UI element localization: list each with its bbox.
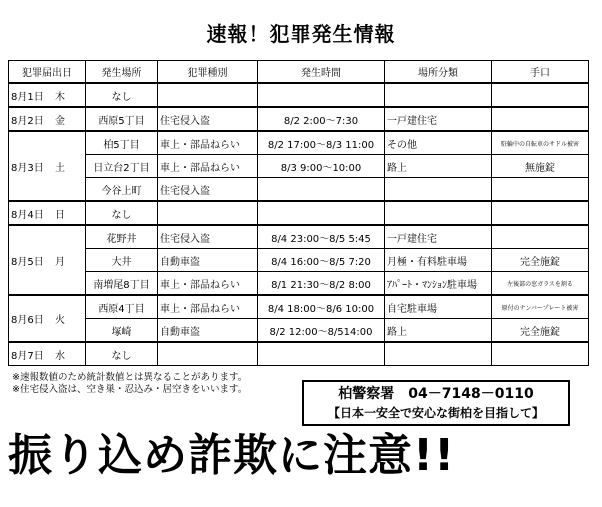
- time-cell: 8/4 18:00～8/6 10:00: [258, 295, 385, 319]
- time-cell: 8/3 9:00～10:00: [258, 155, 385, 178]
- time-cell: 8/4 16:00～8/5 7:20: [258, 249, 385, 272]
- method-cell: 原付のナンバープレート被害: [492, 295, 589, 319]
- crime-type-cell: 住宅侵入盗: [158, 225, 258, 249]
- header-report-date: 犯罪届出日: [9, 61, 86, 84]
- crime-type-cell: 車上・部品ねらい: [158, 131, 258, 155]
- method-cell: [492, 225, 589, 249]
- crime-type-cell: 自動車盗: [158, 249, 258, 272]
- crime-type-cell: [158, 83, 258, 107]
- method-cell: [492, 201, 589, 225]
- crime-type-cell: [158, 201, 258, 225]
- report-date: 8月1日 木: [9, 83, 86, 107]
- method-cell: 完全施錠: [492, 319, 589, 343]
- crime-type-cell: [158, 342, 258, 366]
- table-row: [9, 249, 589, 272]
- table-row: [9, 272, 589, 296]
- table-row: [9, 201, 589, 225]
- table-row: [9, 295, 589, 319]
- table-row: [9, 131, 589, 155]
- table-row: [9, 342, 589, 366]
- report-date: 8月6日 火: [9, 295, 86, 342]
- method-cell: 左後部の窓ガラスを割る: [492, 272, 589, 296]
- fraud-warning-banner: 振り込め詐欺に注意!!: [8, 430, 456, 481]
- crime-type-cell: 住宅侵入盗: [158, 178, 258, 202]
- place-cell: 西原4丁目: [86, 295, 158, 319]
- crime-type-cell: 車上・部品ねらい: [158, 272, 258, 296]
- footnote: ※速報数値のため統計数値とは異なることがあります。: [12, 372, 248, 383]
- location-cell: 一戸建住宅: [385, 225, 492, 249]
- place-cell: 西原5丁目: [86, 107, 158, 131]
- report-date: 8月4日 日: [9, 201, 86, 225]
- location-cell: その他: [385, 131, 492, 155]
- header-time: 発生時間: [258, 61, 385, 84]
- method-cell: [492, 83, 589, 107]
- method-cell: [492, 107, 589, 131]
- table-row: [9, 83, 589, 107]
- page-title: 速報！犯罪発生情報: [206, 22, 396, 46]
- location-cell: [385, 342, 492, 366]
- place-cell: 花野井: [86, 225, 158, 249]
- crime-type-cell: 自動車盗: [158, 319, 258, 343]
- location-cell: 路上: [385, 319, 492, 343]
- place-cell: 大井: [86, 249, 158, 272]
- time-cell: 8/1 21:30～8/2 8:00: [258, 272, 385, 296]
- location-cell: 月極・有料駐車場: [385, 249, 492, 272]
- place-cell: 塚崎: [86, 319, 158, 343]
- method-cell: [492, 342, 589, 366]
- police-slogan: 【日本一安全で安心な街柏を目指して】: [327, 406, 544, 420]
- method-cell: [492, 178, 589, 202]
- report-date: 8月5日 月: [9, 225, 86, 295]
- location-cell: 一戸建住宅: [385, 107, 492, 131]
- report-date: 8月2日 金: [9, 107, 86, 131]
- footnote: ※住宅侵入盗は、空き巣・忍込み・居空きをいいます。: [12, 384, 248, 395]
- report-date: 8月3日 土: [9, 131, 86, 201]
- time-cell: [258, 83, 385, 107]
- time-cell: 8/4 23:00～8/5 5:45: [258, 225, 385, 249]
- location-cell: [385, 201, 492, 225]
- place-cell: 日立台2丁目: [86, 155, 158, 178]
- table-row: [9, 319, 589, 343]
- crime-type-cell: 車上・部品ねらい: [158, 295, 258, 319]
- footnotes: [12, 372, 247, 396]
- table-row: [9, 178, 589, 202]
- report-date: 8月7日 水: [9, 342, 86, 366]
- header-location-type: 場所分類: [385, 61, 492, 84]
- location-cell: 路上: [385, 155, 492, 178]
- header-crime-type: 犯罪種別: [158, 61, 258, 84]
- location-cell: [385, 178, 492, 202]
- place-cell: 今谷上町: [86, 178, 158, 202]
- table-row: [9, 107, 589, 131]
- time-cell: [258, 342, 385, 366]
- header-method: 手口: [492, 61, 589, 84]
- place-cell: なし: [86, 83, 158, 107]
- time-cell: 8/2 17:00～8/3 11:00: [258, 131, 385, 155]
- table-row: [9, 225, 589, 249]
- location-cell: [385, 83, 492, 107]
- table-row: [9, 155, 589, 178]
- time-cell: 8/2 12:00～8/514:00: [258, 319, 385, 343]
- place-cell: 南増尾8丁目: [86, 272, 158, 296]
- table-header-row: [9, 61, 589, 84]
- place-cell: なし: [86, 342, 158, 366]
- method-cell: 駐輪中の自転車のサドル被害: [492, 131, 589, 155]
- location-cell: ｱﾊﾟｰﾄ・ﾏﾝｼｮﾝ駐車場: [385, 272, 492, 296]
- place-cell: なし: [86, 201, 158, 225]
- police-station-phone: 柏警察署 04－7148－0110: [338, 386, 534, 402]
- method-cell: 無施錠: [492, 155, 589, 178]
- police-contact-box: [302, 380, 570, 426]
- crime-type-cell: 住宅侵入盗: [158, 107, 258, 131]
- place-cell: 柏5丁目: [86, 131, 158, 155]
- time-cell: [258, 201, 385, 225]
- method-cell: 完全施錠: [492, 249, 589, 272]
- time-cell: [258, 178, 385, 202]
- location-cell: 自宅駐車場: [385, 295, 492, 319]
- crime-type-cell: 車上・部品ねらい: [158, 155, 258, 178]
- time-cell: 8/2 2:00～7:30: [258, 107, 385, 131]
- crime-report-table: [8, 60, 589, 366]
- header-place: 発生場所: [86, 61, 158, 84]
